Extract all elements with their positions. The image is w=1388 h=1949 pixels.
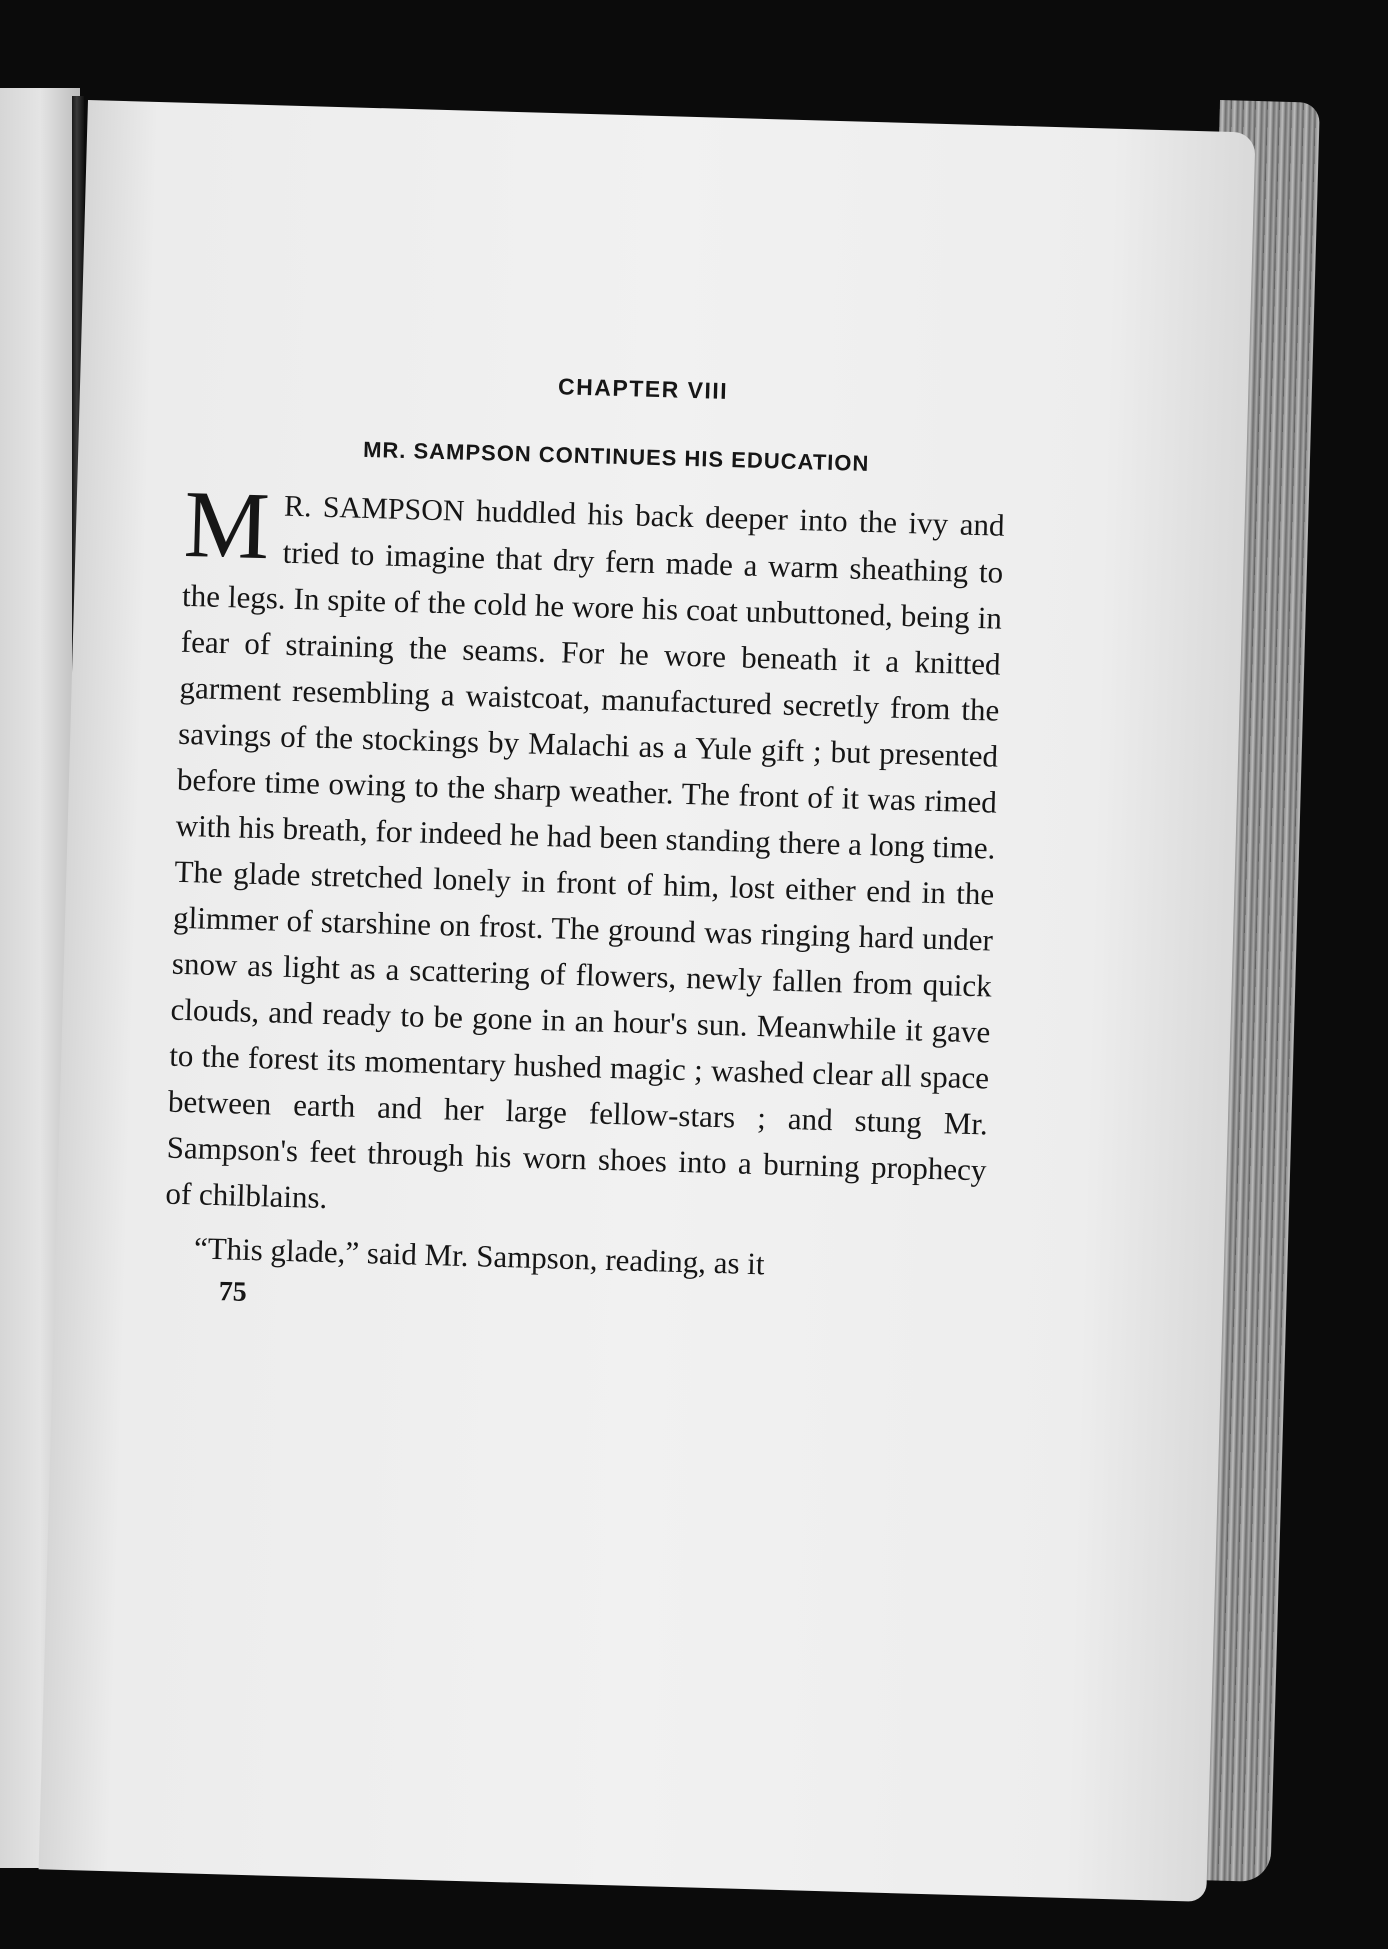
page-number: 75 <box>218 1276 248 1308</box>
page-text-block <box>162 363 1008 1334</box>
paragraph-1 <box>165 469 1005 1240</box>
paragraph-lead: R. SAMPSON <box>283 489 466 528</box>
chapter-subtitle: MR. SAMPSON CONTINUES HIS EDUCATION <box>362 436 870 476</box>
chapter-title: CHAPTER VIII <box>557 373 729 404</box>
drop-cap: M <box>182 469 272 580</box>
book-page <box>39 100 1256 1902</box>
paragraph-1-text: huddled his back deeper into the ivy and tried to imagine that dry fern made a warm sheathing to the legs. In spite of the cold he wore his coat unbuttoned, being in fear of straining the seams. For he wore beneath it a knitted garment resembling a waistcoat, manufactured secretly from the savings of the stockings by Malachi as a Yule gift ; but presented before time owing to the sharp weather. The front of it was rimed with his breath, for indeed he had been standing there a long time. The glade stretched lonely in front of him, lost either end in the glimmer of starshine on frost. The ground was ringing hard under snow as light as a scattering of flowers, newly fallen from quick clouds, and ready to be gone in an hour's sun. Meanwhile it gave to the forest its momentary hushed magic ; washed clear all space between earth and her large fellow-stars ; and stung Mr. Sampson's feet through his worn shoes into a burning prophecy of chilblains. <box>165 492 1005 1216</box>
paragraph-2: “This glade,” said Mr. Sampson, reading, as it <box>193 1230 766 1282</box>
